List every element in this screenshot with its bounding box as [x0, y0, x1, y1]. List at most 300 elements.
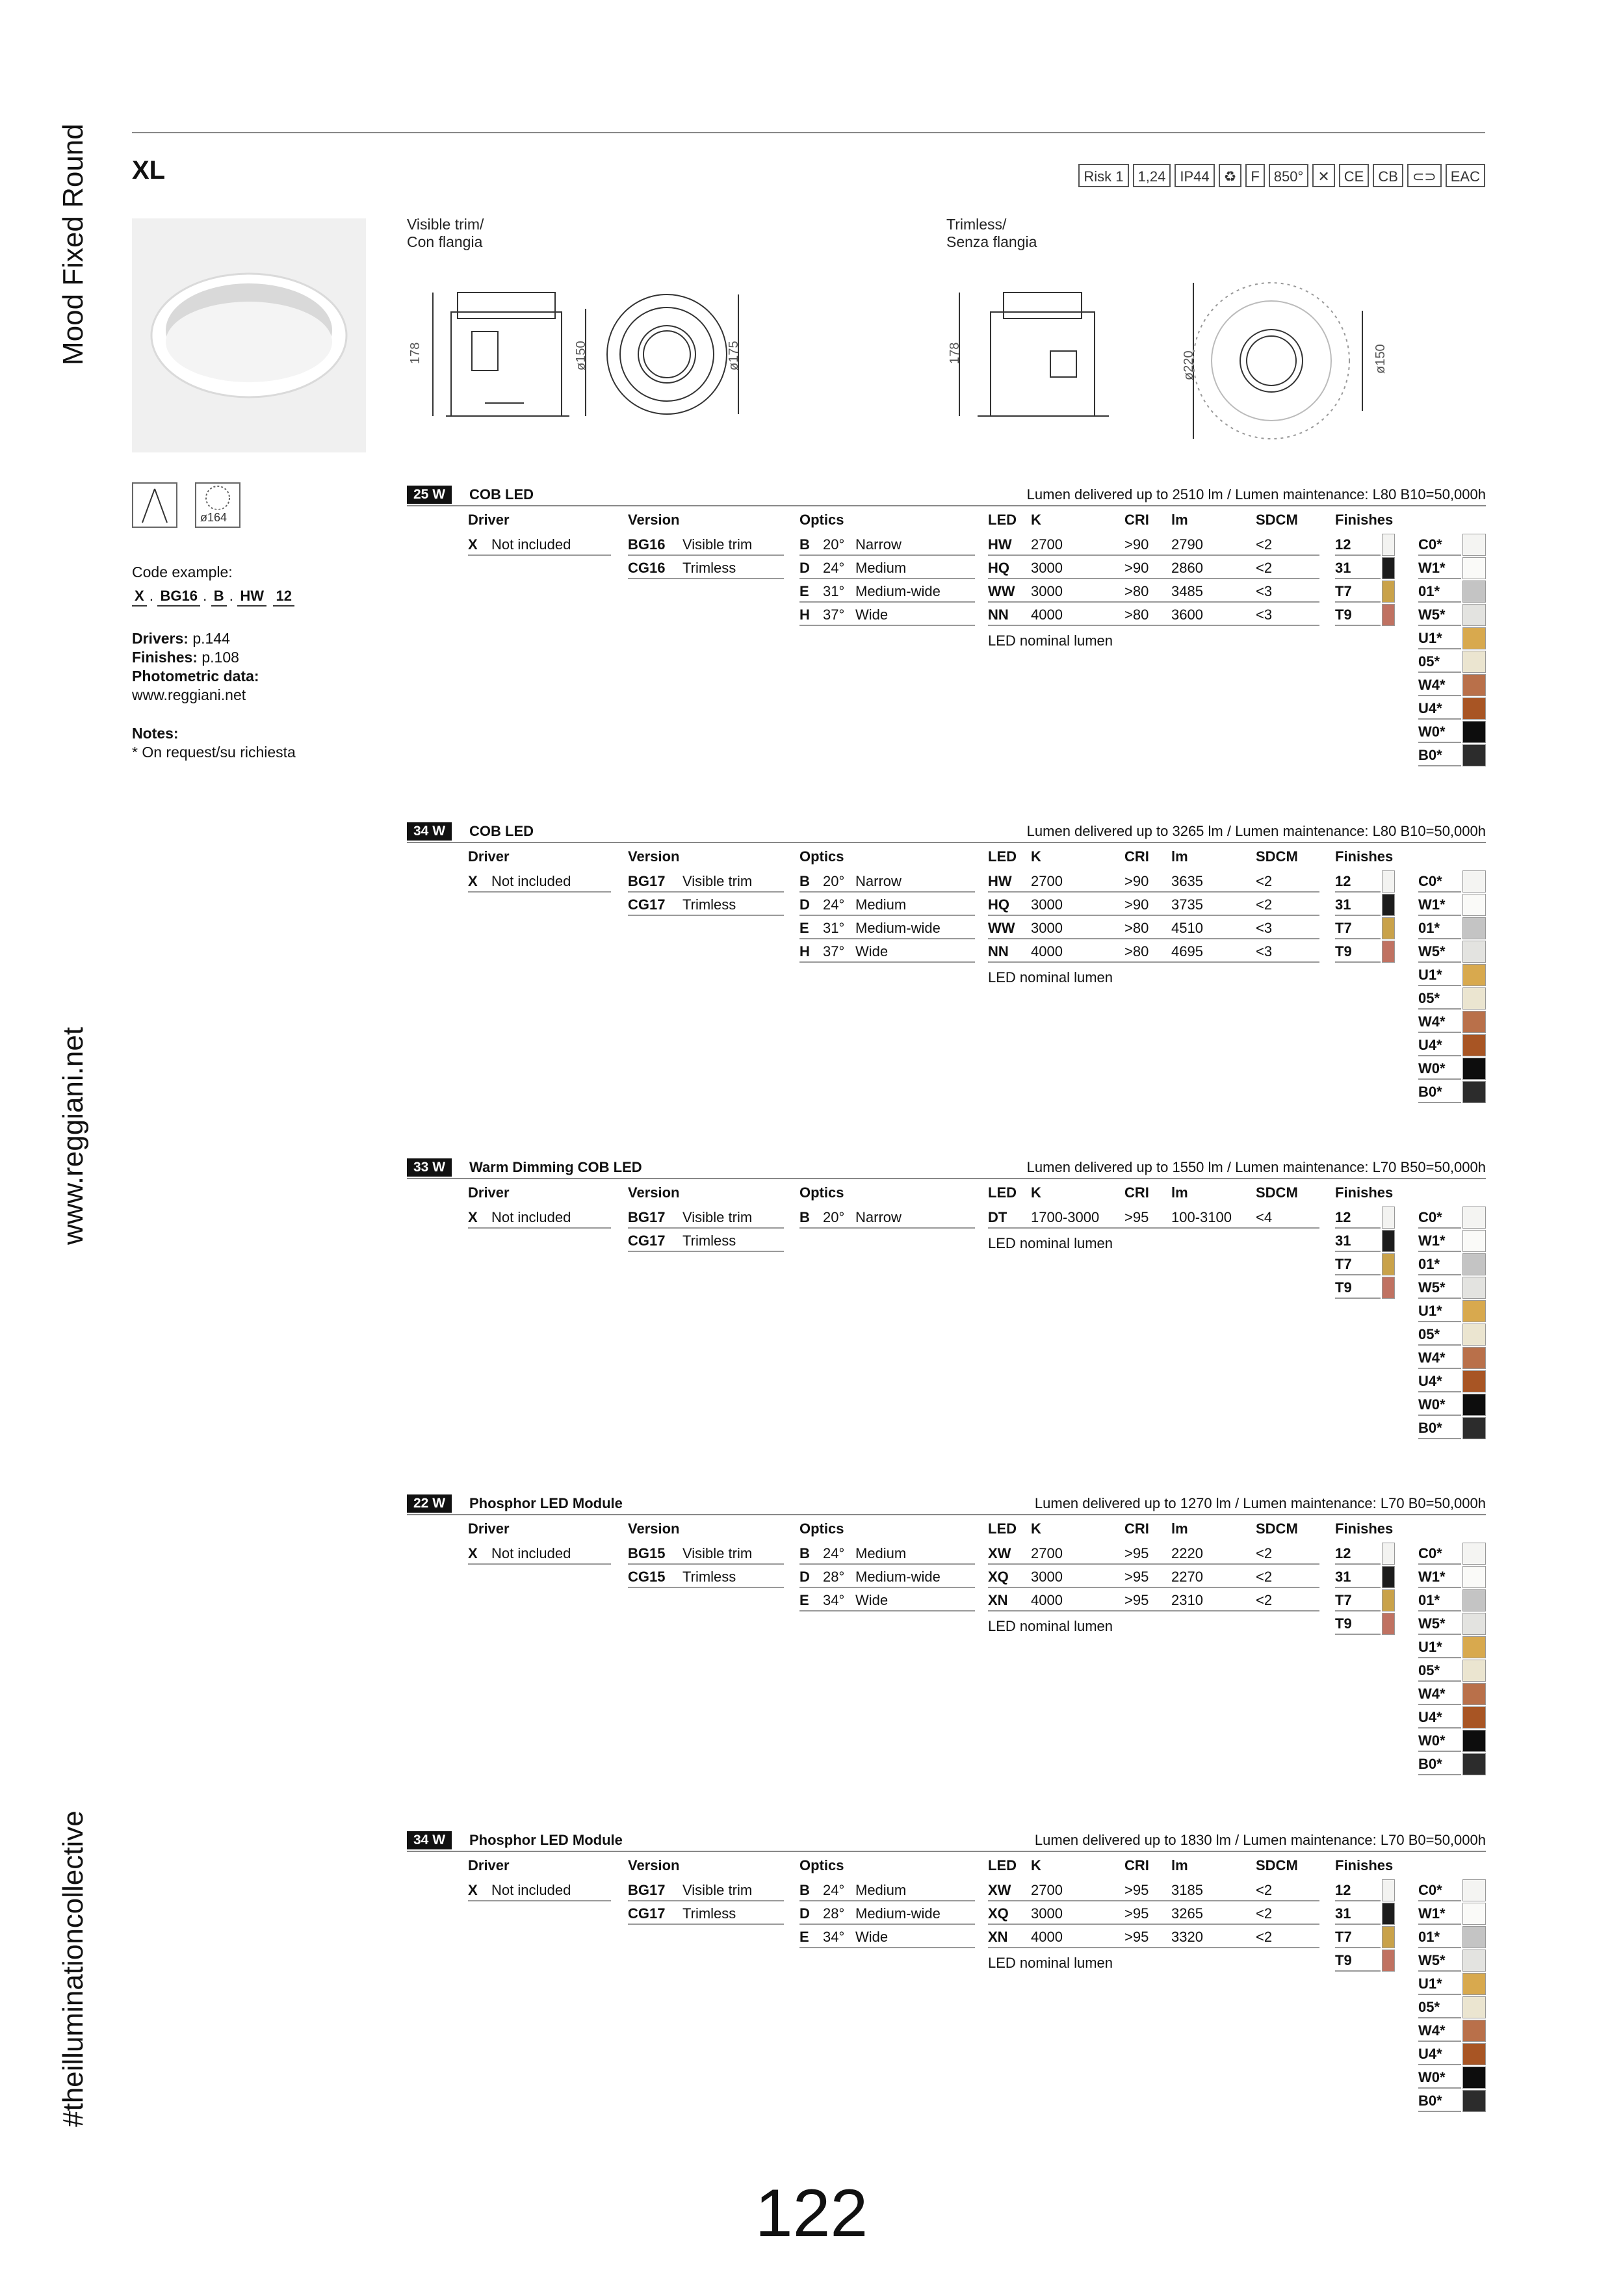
trimless-caption: Trimless/ Senza flangia [946, 216, 1037, 250]
led-lm: 100-3100 [1171, 1209, 1232, 1225]
version-row [628, 1903, 784, 1925]
version-name: Visible trim [682, 873, 753, 889]
finish-code: W4* [1418, 1011, 1461, 1033]
col-header-finishes: Finishes [1335, 512, 1394, 528]
led-row [988, 941, 1319, 963]
version-name: Trimless [682, 560, 736, 576]
optic-angle: 20° [823, 536, 845, 553]
col-header-sdcm: SDCM [1256, 848, 1298, 865]
led-row [988, 1207, 1319, 1229]
finish-swatch [1462, 1347, 1486, 1369]
version-row [628, 1879, 784, 1901]
led-lm: 3600 [1171, 607, 1203, 623]
led-code: DT [988, 1209, 1007, 1225]
section-header [407, 1157, 1486, 1179]
col-header-led: LED [988, 512, 1017, 528]
led-k: 3000 [1031, 1569, 1063, 1585]
led-lm: 2860 [1171, 560, 1203, 576]
finish-code: 01* [1418, 1926, 1461, 1948]
cert-ce-icon: CE [1339, 164, 1370, 187]
finish-swatch [1462, 1613, 1486, 1635]
optic-code: E [799, 1929, 809, 1945]
optic-name: Medium [855, 560, 907, 576]
finish-swatch [1382, 1253, 1395, 1275]
version-row [628, 1230, 784, 1252]
finish-code: C0* [1418, 1879, 1461, 1901]
finish-code: B0* [1418, 1081, 1461, 1103]
led-nominal-note: LED nominal lumen [988, 633, 1113, 649]
finish-code: T9 [1335, 1613, 1381, 1635]
led-row [988, 1589, 1319, 1611]
finish-swatch [1462, 1543, 1486, 1565]
optic-row [799, 1926, 975, 1948]
led-cri: >95 [1124, 1929, 1149, 1945]
led-lm: 3320 [1171, 1929, 1203, 1945]
version-code: BG16 [628, 536, 666, 553]
led-row [988, 1543, 1319, 1565]
finish-swatch [1462, 557, 1486, 579]
finish-code: C0* [1418, 870, 1461, 893]
optic-code: D [799, 1905, 810, 1922]
led-k: 2700 [1031, 536, 1063, 553]
version-row [628, 870, 784, 893]
driver-row [468, 1879, 611, 1901]
cutout-icon [195, 482, 240, 528]
version-code: BG17 [628, 1882, 666, 1898]
finish-code: U4* [1418, 2043, 1461, 2065]
finish-code: 12 [1335, 1879, 1381, 1901]
cert-enec-icon: ⊂⊃ [1407, 164, 1442, 187]
version-name: Visible trim [682, 1209, 753, 1225]
col-header-led: LED [988, 1184, 1017, 1201]
led-k: 3000 [1031, 583, 1063, 599]
finish-code: W0* [1418, 1730, 1461, 1752]
visible-trim-caption: Visible trim/ Con flangia [407, 216, 484, 250]
led-k: 3000 [1031, 920, 1063, 936]
driver-row [468, 870, 611, 893]
finish-swatch [1382, 1230, 1395, 1252]
finish-code: U1* [1418, 1973, 1461, 1995]
finish-swatch [1462, 2067, 1486, 2089]
website-link[interactable]: www.reggiani.net [132, 686, 246, 703]
version-name: Trimless [682, 1905, 736, 1922]
driver-row [468, 534, 611, 556]
led-k: 2700 [1031, 873, 1063, 889]
finish-code: U4* [1418, 1706, 1461, 1729]
driver-row [468, 1207, 611, 1229]
led-row [988, 557, 1319, 579]
led-nominal-note: LED nominal lumen [988, 1235, 1113, 1251]
cert-f-mark-icon: F [1245, 164, 1264, 187]
finish-code: 12 [1335, 534, 1381, 556]
optic-code: B [799, 873, 810, 889]
driver-name: Not included [491, 1545, 571, 1561]
col-header-optics: Optics [799, 1184, 844, 1201]
finish-code: W0* [1418, 1394, 1461, 1416]
finish-swatch [1462, 1683, 1486, 1705]
section-header [407, 484, 1486, 506]
led-row [988, 1879, 1319, 1901]
code-part: B [211, 586, 227, 607]
col-header-k: K [1031, 1184, 1041, 1201]
led-row [988, 1566, 1319, 1588]
col-header-led: LED [988, 1520, 1017, 1537]
led-row [988, 1926, 1319, 1948]
optic-name: Medium-wide [855, 1905, 941, 1922]
optic-row [799, 917, 975, 939]
version-row [628, 534, 784, 556]
driver-code: X [468, 1545, 478, 1561]
product-photo [132, 218, 366, 452]
optic-angle: 37° [823, 607, 845, 623]
cert-no-cover-icon: ✕ [1312, 164, 1334, 187]
led-k: 3000 [1031, 560, 1063, 576]
led-type: Phosphor LED Module [469, 1495, 623, 1511]
finish-swatch [1382, 941, 1395, 963]
cert-temp-icon: 850° [1269, 164, 1309, 187]
version-code: BG17 [628, 873, 666, 889]
optic-angle: 20° [823, 1209, 845, 1225]
optic-angle: 34° [823, 1592, 845, 1608]
finish-swatch [1462, 1903, 1486, 1925]
driver-name: Not included [491, 873, 571, 889]
optic-name: Wide [855, 607, 889, 623]
finish-code: 05* [1418, 651, 1461, 673]
code-part: 12 [273, 586, 294, 607]
led-lm: 4510 [1171, 920, 1203, 936]
finish-code: U4* [1418, 1034, 1461, 1056]
finish-swatch [1382, 1879, 1395, 1901]
led-code: XQ [988, 1905, 1009, 1922]
finish-swatch [1382, 894, 1395, 916]
col-header-sdcm: SDCM [1256, 1184, 1298, 1201]
col-header-sdcm: SDCM [1256, 512, 1298, 528]
finish-code: U1* [1418, 1300, 1461, 1322]
finish-swatch [1462, 2090, 1486, 2112]
led-lm: 2220 [1171, 1545, 1203, 1561]
finish-code: 31 [1335, 1230, 1381, 1252]
page-number: 122 [755, 2176, 868, 2251]
col-header-driver: Driver [468, 1184, 510, 1201]
version-code: CG16 [628, 560, 666, 576]
led-cri: >90 [1124, 560, 1149, 576]
optic-angle: 31° [823, 583, 845, 599]
optic-angle: 24° [823, 560, 845, 576]
col-header-cri: CRI [1124, 1520, 1149, 1537]
version-name: Trimless [682, 1233, 736, 1249]
led-lm: 2310 [1171, 1592, 1203, 1608]
led-type: Warm Dimming COB LED [469, 1159, 642, 1175]
col-header-driver: Driver [468, 1857, 510, 1873]
finish-code: W4* [1418, 1683, 1461, 1705]
led-sdcm: <2 [1256, 560, 1273, 576]
col-header-cri: CRI [1124, 848, 1149, 865]
led-k: 2700 [1031, 1545, 1063, 1561]
finish-code: W5* [1418, 1613, 1461, 1635]
optic-code: E [799, 583, 809, 599]
version-code: BG15 [628, 1545, 666, 1561]
led-cri: >95 [1124, 1209, 1149, 1225]
col-header-optics: Optics [799, 1520, 844, 1537]
led-code: XW [988, 1545, 1011, 1561]
finish-swatch [1462, 1081, 1486, 1103]
col-header-driver: Driver [468, 848, 510, 865]
finish-code: 12 [1335, 1543, 1381, 1565]
finish-swatch [1382, 1903, 1395, 1925]
finish-swatch [1382, 534, 1395, 556]
finish-swatch [1462, 894, 1486, 916]
finish-code: U1* [1418, 627, 1461, 649]
led-cri: >95 [1124, 1592, 1149, 1608]
col-header-version: Version [628, 848, 680, 865]
col-header-lm: lm [1171, 1520, 1188, 1537]
version-row [628, 894, 784, 916]
driver-code: X [468, 873, 478, 889]
spec-section [407, 484, 1486, 783]
optic-row [799, 1207, 975, 1229]
version-code: CG17 [628, 1233, 666, 1249]
led-k: 1700-3000 [1031, 1209, 1100, 1225]
finish-code: T9 [1335, 604, 1381, 626]
finish-code: U4* [1418, 1370, 1461, 1392]
led-code: HW [988, 873, 1012, 889]
finish-code: 05* [1418, 1324, 1461, 1346]
driver-code: X [468, 1882, 478, 1898]
led-cri: >95 [1124, 1905, 1149, 1922]
optic-code: B [799, 1545, 810, 1561]
optic-row [799, 1879, 975, 1901]
led-sdcm: <2 [1256, 1569, 1273, 1585]
finish-swatch [1462, 1370, 1486, 1392]
version-code: BG17 [628, 1209, 666, 1225]
finish-code: C0* [1418, 534, 1461, 556]
dim-diameter-220: ø220 [1182, 350, 1196, 380]
led-lm: 4695 [1171, 943, 1203, 959]
cert-recycle-icon: ♻ [1219, 164, 1242, 187]
finish-swatch [1462, 581, 1486, 603]
led-row [988, 1903, 1319, 1925]
finish-swatch [1462, 987, 1486, 1010]
product-title: XL [132, 156, 166, 185]
optic-code: H [799, 607, 810, 623]
finish-code: 01* [1418, 1253, 1461, 1275]
wattage-badge: 25 W [407, 486, 452, 504]
finish-code: 05* [1418, 1996, 1461, 2018]
optic-angle: 24° [823, 896, 845, 913]
led-row [988, 604, 1319, 626]
side-text-website: www.reggiani.net [57, 1026, 89, 1245]
finish-swatch [1382, 870, 1395, 893]
led-sdcm: <4 [1256, 1209, 1273, 1225]
led-k: 4000 [1031, 1592, 1063, 1608]
optic-name: Wide [855, 1592, 889, 1608]
col-header-led: LED [988, 1857, 1017, 1873]
finish-code: 31 [1335, 557, 1381, 579]
led-sdcm: <2 [1256, 1882, 1273, 1898]
col-header-driver: Driver [468, 512, 510, 528]
dim-diameter-150: ø150 [574, 341, 588, 371]
col-header-lm: lm [1171, 1184, 1188, 1201]
finish-code: B0* [1418, 2090, 1461, 2112]
led-code: XW [988, 1882, 1011, 1898]
references: Drivers: p.144 Finishes: p.108 Photometric data: www.reggiani.net [132, 630, 259, 703]
finish-swatch [1462, 1660, 1486, 1682]
optic-row [799, 534, 975, 556]
led-code: XQ [988, 1569, 1009, 1585]
led-sdcm: <2 [1256, 896, 1273, 913]
finish-swatch [1382, 1613, 1395, 1635]
led-cri: >80 [1124, 943, 1149, 959]
lumen-info: Lumen delivered up to 2510 lm / Lumen maintenance: L80 B10=50,000h [1026, 486, 1486, 502]
cert-risk-icon: Risk 1 [1078, 164, 1128, 187]
led-sdcm: <2 [1256, 1545, 1273, 1561]
finish-swatch [1382, 1543, 1395, 1565]
optic-name: Medium-wide [855, 583, 941, 599]
code-example-label: Code example: [132, 564, 233, 581]
side-text-hashtag: #theilluminationcollective [57, 1810, 89, 2127]
optic-name: Wide [855, 1929, 889, 1945]
driver-name: Not included [491, 1882, 571, 1898]
finish-swatch [1462, 1417, 1486, 1439]
finish-swatch [1462, 1589, 1486, 1611]
dim-height-trimless: 178 [948, 342, 962, 364]
finish-swatch [1462, 1300, 1486, 1322]
finish-swatch [1462, 917, 1486, 939]
spec-section [407, 1830, 1486, 2129]
optic-row [799, 557, 975, 579]
optic-angle: 31° [823, 920, 845, 936]
finish-swatch [1382, 557, 1395, 579]
finish-code: T7 [1335, 1589, 1381, 1611]
col-header-version: Version [628, 1520, 680, 1537]
finish-code: B0* [1418, 744, 1461, 766]
finish-code: 12 [1335, 1207, 1381, 1229]
finish-swatch [1462, 1973, 1486, 1995]
led-code: XN [988, 1929, 1008, 1945]
finish-swatch [1462, 698, 1486, 720]
optic-code: E [799, 920, 809, 936]
version-code: CG17 [628, 1905, 666, 1922]
dim-diameter-175: ø175 [727, 341, 741, 371]
finish-code: 05* [1418, 987, 1461, 1010]
finish-swatch [1462, 651, 1486, 673]
section-header [407, 1493, 1486, 1515]
finish-swatch [1462, 1230, 1486, 1252]
finish-code: T9 [1335, 941, 1381, 963]
col-header-sdcm: SDCM [1256, 1520, 1298, 1537]
led-row [988, 870, 1319, 893]
finish-swatch [1462, 1324, 1486, 1346]
finish-swatch [1462, 674, 1486, 696]
led-code: HQ [988, 896, 1009, 913]
lumen-info: Lumen delivered up to 1270 lm / Lumen maintenance: L70 B0=50,000h [1034, 1495, 1486, 1511]
finish-code: W1* [1418, 557, 1461, 579]
finish-code: W1* [1418, 1566, 1461, 1588]
col-header-finishes: Finishes [1335, 1184, 1394, 1201]
finish-swatch [1462, 1753, 1486, 1775]
led-lm: 3185 [1171, 1882, 1203, 1898]
col-header-cri: CRI [1124, 512, 1149, 528]
optic-code: D [799, 560, 810, 576]
led-sdcm: <3 [1256, 607, 1273, 623]
finish-swatch [1382, 1566, 1395, 1588]
version-name: Visible trim [682, 536, 753, 553]
led-cri: >95 [1124, 1882, 1149, 1898]
col-header-optics: Optics [799, 848, 844, 865]
led-k: 4000 [1031, 1929, 1063, 1945]
finish-swatch [1462, 1566, 1486, 1588]
optic-angle: 37° [823, 943, 845, 959]
col-header-finishes: Finishes [1335, 1857, 1394, 1873]
section-header [407, 1830, 1486, 1852]
version-row [628, 1543, 784, 1565]
optic-angle: 34° [823, 1929, 845, 1945]
finish-code: W0* [1418, 1058, 1461, 1080]
code-part: HW [237, 586, 266, 607]
led-row [988, 581, 1319, 603]
finish-swatch [1462, 2043, 1486, 2065]
finish-swatch [1382, 917, 1395, 939]
optic-row [799, 581, 975, 603]
led-k: 3000 [1031, 896, 1063, 913]
led-nominal-note: LED nominal lumen [988, 1618, 1113, 1634]
led-code: HW [988, 536, 1012, 553]
version-code: CG15 [628, 1569, 666, 1585]
optic-code: H [799, 943, 810, 959]
finish-swatch [1382, 581, 1395, 603]
col-header-led: LED [988, 848, 1017, 865]
finish-code: W1* [1418, 894, 1461, 916]
led-row [988, 534, 1319, 556]
finish-code: W4* [1418, 674, 1461, 696]
optic-row [799, 604, 975, 626]
lumen-info: Lumen delivered up to 1830 lm / Lumen maintenance: L70 B0=50,000h [1034, 1832, 1486, 1848]
led-code: WW [988, 920, 1015, 936]
led-type: COB LED [469, 823, 534, 839]
driver-name: Not included [491, 1209, 571, 1225]
finish-swatch [1462, 941, 1486, 963]
finish-swatch [1462, 1706, 1486, 1729]
finish-code: 01* [1418, 1589, 1461, 1611]
finish-code: W5* [1418, 1277, 1461, 1299]
lumen-info: Lumen delivered up to 3265 lm / Lumen maintenance: L80 B10=50,000h [1026, 823, 1486, 839]
led-lm: 3735 [1171, 896, 1203, 913]
led-lm: 3635 [1171, 873, 1203, 889]
led-code: HQ [988, 560, 1009, 576]
finish-swatch [1462, 534, 1486, 556]
cutout-label: ø164 [200, 511, 227, 524]
optic-name: Medium [855, 1882, 907, 1898]
cert-cb-icon: CB [1373, 164, 1403, 187]
optic-row [799, 1589, 975, 1611]
optic-code: B [799, 1209, 810, 1225]
spec-section [407, 821, 1486, 1120]
finish-swatch [1382, 1277, 1395, 1299]
led-cri: >80 [1124, 583, 1149, 599]
finish-swatch [1462, 1277, 1486, 1299]
finish-code: U4* [1418, 698, 1461, 720]
cert-eac-icon: EAC [1446, 164, 1485, 187]
finish-code: U1* [1418, 964, 1461, 986]
col-header-k: K [1031, 1520, 1041, 1537]
col-header-optics: Optics [799, 1857, 844, 1873]
notes: Notes: * On request/su richiesta [132, 725, 296, 761]
led-k: 3000 [1031, 1905, 1063, 1922]
col-header-lm: lm [1171, 1857, 1188, 1873]
led-sdcm: <3 [1256, 583, 1273, 599]
led-nominal-note: LED nominal lumen [988, 969, 1113, 985]
col-header-version: Version [628, 512, 680, 528]
